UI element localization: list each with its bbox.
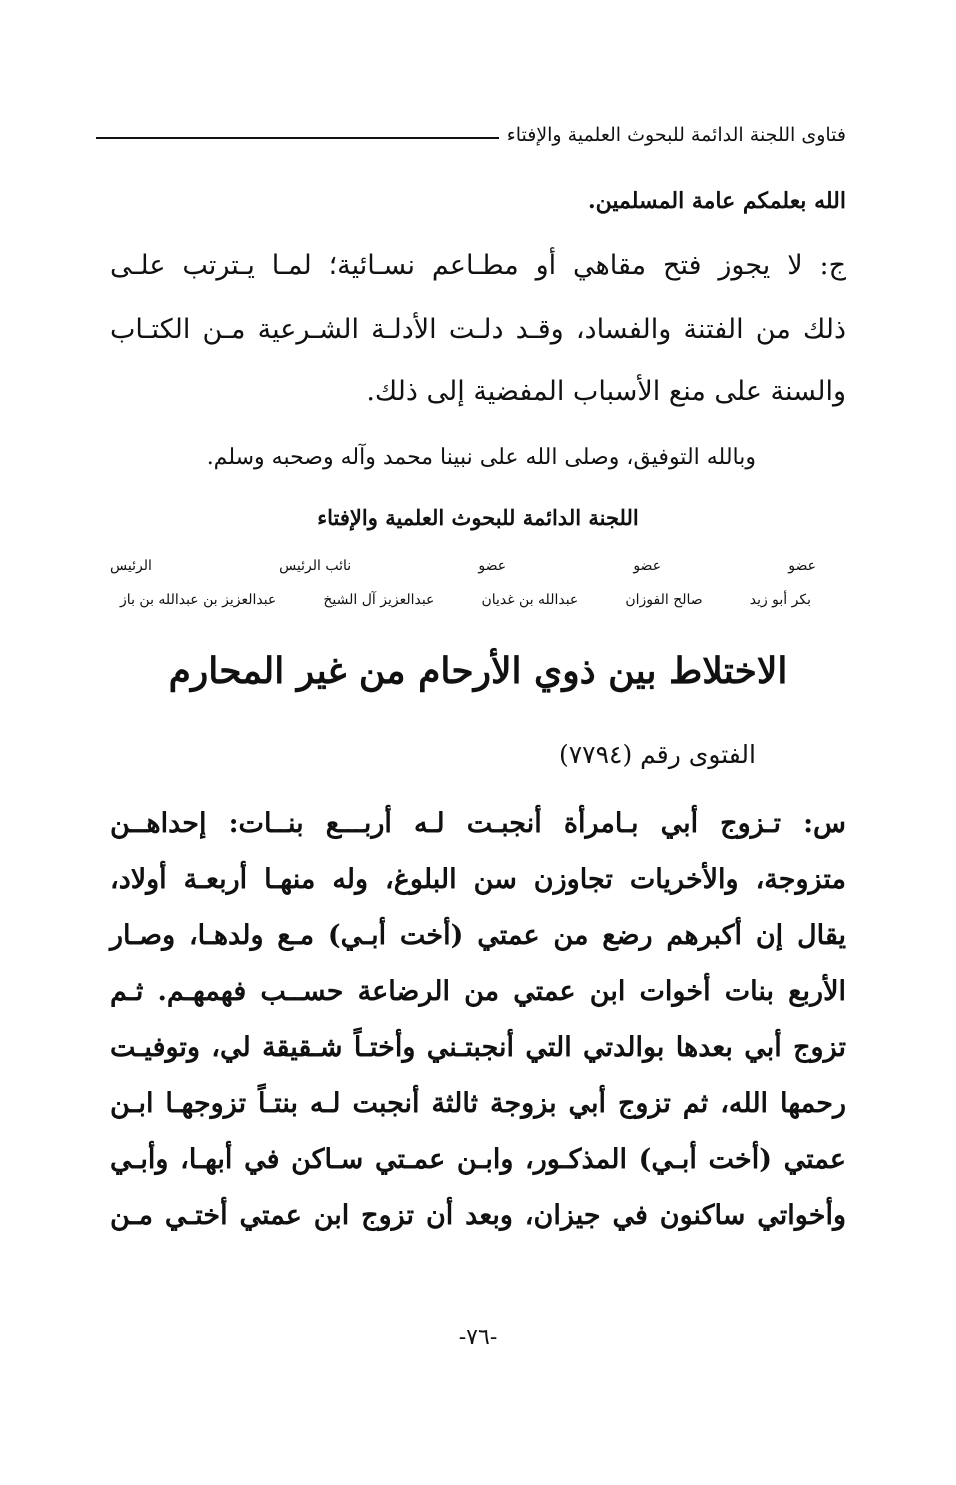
question-line-8: وأخواتي ساكنون في جيزان، وبعد أن تزوج ابن عمتي أختـي مـن: [110, 1200, 846, 1231]
header-rule: [96, 137, 499, 139]
signature-role: عضو: [478, 558, 507, 574]
answer-line-2: ذلك من الفتنة والفساد، وقـد دلـت الأدلـة الشـرعية مـن الكتـاب: [110, 314, 846, 345]
closing-line: وبالله التوفيق، وصلى الله على نبينا محمد وآله وصحبه وسلم.: [206, 445, 756, 470]
signature-name: بكر أبو زيد: [749, 592, 811, 608]
question-line-7: عمتي (أخت أبـي) المذكـور، وابـن عمـتي سـاكن في أبهـا، وأبـي: [110, 1144, 846, 1175]
signature-names: [120, 592, 811, 608]
fatwa-number: الفتوى رقم (٧٧٩٤): [558, 740, 756, 769]
question-line-4: الأربع بنات أخوات ابن عمتي من الرضاعة حســب فهمهـم. ثـم: [110, 976, 846, 1007]
answer-line-1: ج: لا يجوز فتح مقاهي أو مطـاعم نسـائية؛ لمـا يـترتب علـى: [110, 250, 846, 281]
committee-title: اللجنة الدائمة للبحوث العلمية والإفتاء: [317, 505, 639, 530]
signature-roles: [110, 558, 816, 574]
answer-line-3: والسنة على منع الأسباب المفضية إلى ذلك.: [366, 376, 846, 407]
signature-name: عبدالعزيز آل الشيخ: [323, 592, 435, 608]
intro-end-line: الله بعلمكم عامة المسلمين.: [587, 188, 846, 214]
running-header: [96, 118, 846, 152]
signature-role: الرئيس: [110, 558, 152, 574]
signature-role: عضو: [633, 558, 662, 574]
signature-role: نائب الرئيس: [279, 558, 352, 574]
signature-name: عبدالعزيز بن عبدالله بن باز: [120, 592, 277, 608]
question-line-6: رحمها الله، ثم تزوج أبي بزوجة ثالثة أنجبت لـه بنتـاً تزوجهـا ابـن: [110, 1088, 846, 1119]
question-line-1: س: تـزوج أبي بـامرأة أنجبـت لـه أربـــع بنــات: إحداهــن: [110, 808, 846, 839]
page-number: -٧٦-: [458, 1325, 498, 1350]
signature-name: عبدالله بن غديان: [481, 592, 579, 608]
question-line-5: تزوج أبي بعدها بوالدتي التي أنجبتـني وأختـاً شـقيقة لي، وتوفيـت: [110, 1032, 846, 1063]
section-title: الاختلاط بين ذوي الأرحام من غير المحارم: [168, 650, 788, 692]
header-title: فتاوى اللجنة الدائمة للبحوث العلمية والإفتاء: [506, 124, 846, 146]
signature-name: صالح الفوزان: [625, 592, 703, 608]
question-line-3: يقال إن أكبرهم رضع من عمتي (أخت أبـي) مـع ولدهـا، وصـار: [110, 920, 846, 951]
question-line-2: متزوجة، والأخريات تجاوزن سن البلوغ، وله منهـا أربعـة أولاد،: [110, 864, 846, 895]
signature-role: عضو: [788, 558, 816, 574]
